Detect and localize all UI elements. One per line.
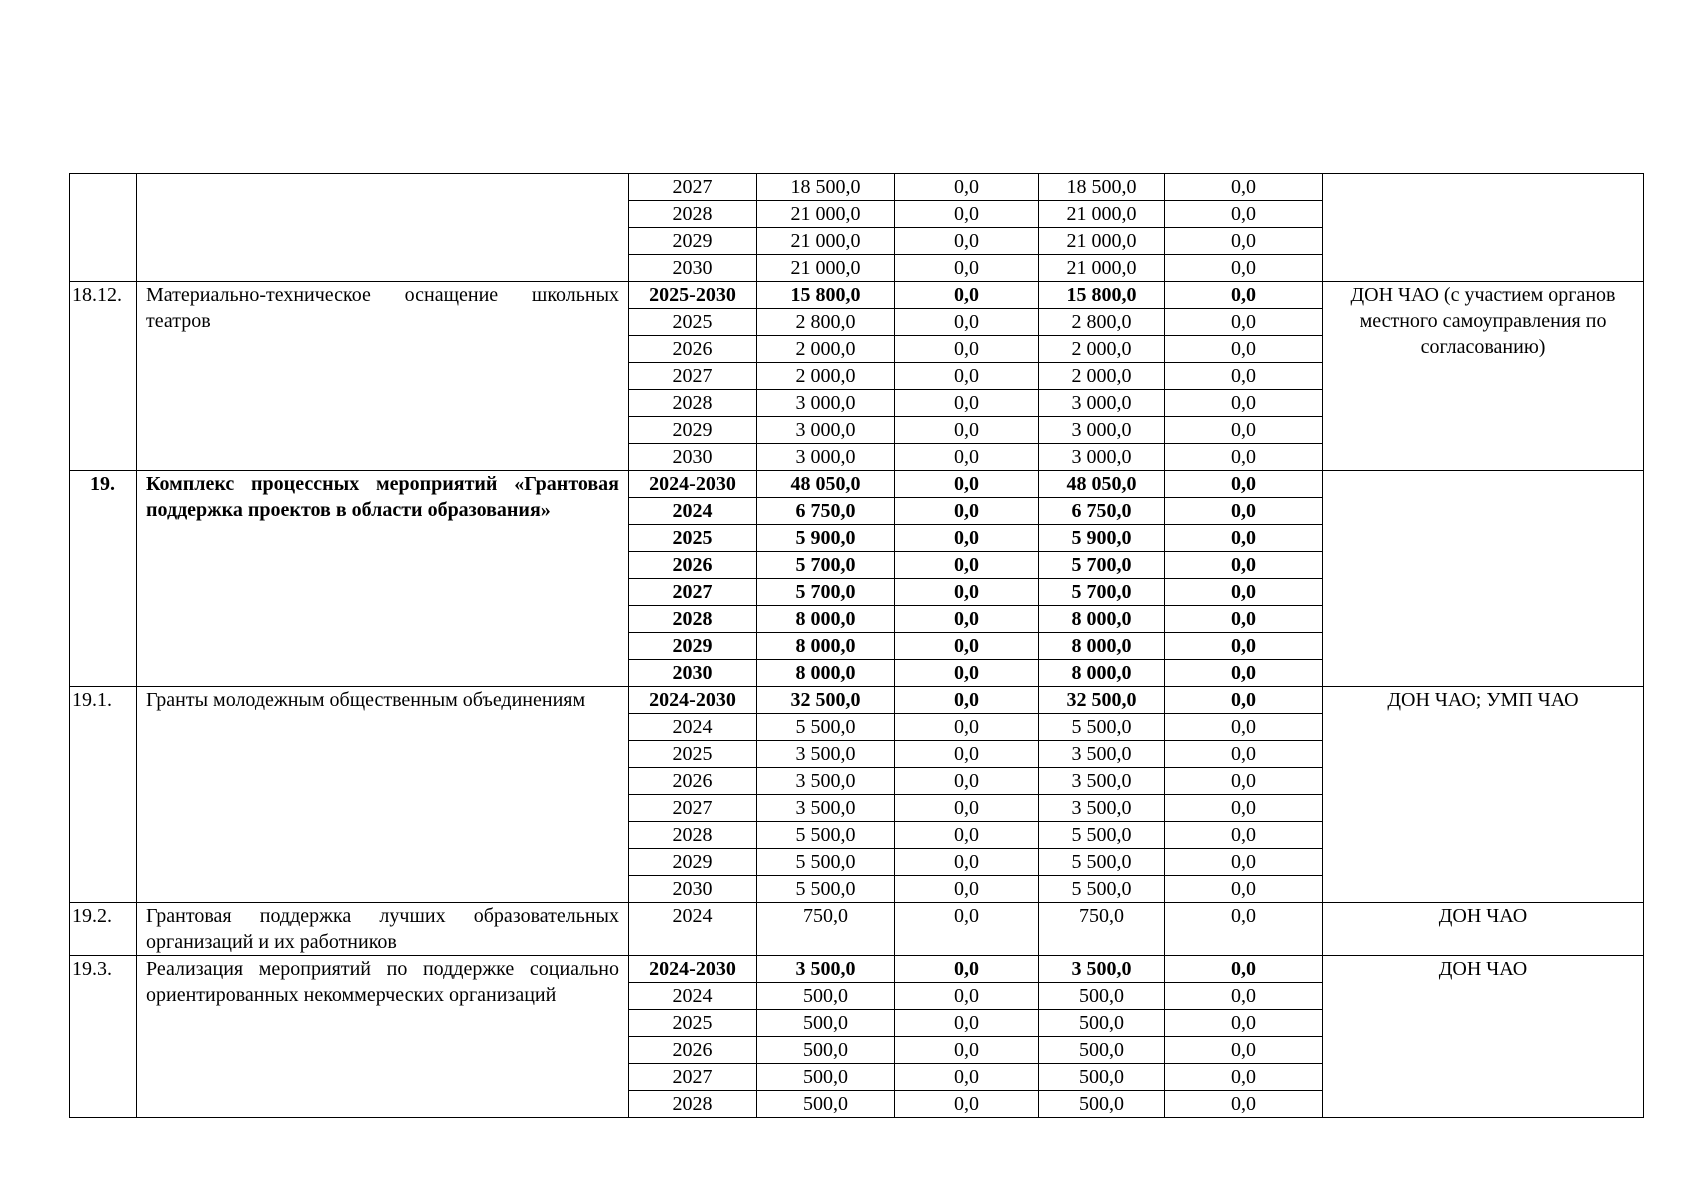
year-cell: 2030 <box>629 444 757 471</box>
total-cell: 5 500,0 <box>757 849 895 876</box>
federal-cell: 0,0 <box>895 849 1039 876</box>
total-cell: 500,0 <box>757 1010 895 1037</box>
year-cell: 2028 <box>629 201 757 228</box>
regional-cell: 8 000,0 <box>1039 633 1165 660</box>
other-cell: 0,0 <box>1165 741 1323 768</box>
item-name-text: Комплекс процессных мероприятий «Грантовая поддержка проектов в области образования» <box>146 473 619 521</box>
item-number-cell <box>70 174 137 282</box>
other-cell: 0,0 <box>1165 1091 1323 1118</box>
total-cell: 3 000,0 <box>757 390 895 417</box>
other-cell: 0,0 <box>1165 714 1323 741</box>
item-name-cell <box>137 903 629 956</box>
other-cell: 0,0 <box>1165 822 1323 849</box>
total-cell: 3 000,0 <box>757 444 895 471</box>
year-cell: 2026 <box>629 336 757 363</box>
year-cell: 2027 <box>629 1064 757 1091</box>
other-cell: 0,0 <box>1165 201 1323 228</box>
federal-cell: 0,0 <box>895 795 1039 822</box>
year-cell: 2024 <box>629 903 757 956</box>
other-cell: 0,0 <box>1165 1064 1323 1091</box>
total-cell: 3 000,0 <box>757 417 895 444</box>
item-name-text: Материально-техническое оснащение школьных театров <box>146 284 619 332</box>
regional-cell: 500,0 <box>1039 1037 1165 1064</box>
item-number-cell: 18.12. <box>70 282 137 471</box>
year-cell: 2024 <box>629 983 757 1010</box>
item-number-cell: 19.1. <box>70 687 137 903</box>
federal-cell: 0,0 <box>895 687 1039 714</box>
federal-cell: 0,0 <box>895 1064 1039 1091</box>
executor-cell: ДОН ЧАО; УМП ЧАО <box>1323 687 1644 903</box>
regional-cell: 48 050,0 <box>1039 471 1165 498</box>
regional-cell: 21 000,0 <box>1039 255 1165 282</box>
total-cell: 18 500,0 <box>757 174 895 201</box>
federal-cell: 0,0 <box>895 201 1039 228</box>
executor-cell: ДОН ЧАО <box>1323 903 1644 956</box>
item-name-text: Грантовая поддержка лучших образовательных организаций и их работников <box>146 905 619 953</box>
year-cell: 2027 <box>629 795 757 822</box>
year-cell: 2025 <box>629 1010 757 1037</box>
total-cell: 500,0 <box>757 1037 895 1064</box>
regional-cell: 32 500,0 <box>1039 687 1165 714</box>
item-number-cell: 19. <box>70 471 137 687</box>
item-name-cell <box>137 282 629 471</box>
federal-cell: 0,0 <box>895 336 1039 363</box>
other-cell: 0,0 <box>1165 282 1323 309</box>
other-cell: 0,0 <box>1165 498 1323 525</box>
total-cell: 8 000,0 <box>757 633 895 660</box>
year-cell: 2027 <box>629 363 757 390</box>
table-row <box>70 903 1644 956</box>
total-cell: 500,0 <box>757 1091 895 1118</box>
total-cell: 15 800,0 <box>757 282 895 309</box>
total-cell: 750,0 <box>757 903 895 956</box>
item-name-text: Гранты молодежным общественным объединениям <box>146 689 586 711</box>
year-cell: 2029 <box>629 417 757 444</box>
other-cell: 0,0 <box>1165 309 1323 336</box>
total-cell: 32 500,0 <box>757 687 895 714</box>
year-cell: 2028 <box>629 606 757 633</box>
federal-cell: 0,0 <box>895 579 1039 606</box>
total-cell: 5 900,0 <box>757 525 895 552</box>
total-cell: 2 000,0 <box>757 336 895 363</box>
federal-cell: 0,0 <box>895 363 1039 390</box>
table-row <box>70 471 1644 498</box>
executor-cell <box>1323 174 1644 282</box>
other-cell: 0,0 <box>1165 849 1323 876</box>
federal-cell: 0,0 <box>895 1010 1039 1037</box>
regional-cell: 500,0 <box>1039 983 1165 1010</box>
other-cell: 0,0 <box>1165 633 1323 660</box>
other-cell: 0,0 <box>1165 903 1323 956</box>
year-cell: 2026 <box>629 1037 757 1064</box>
federal-cell: 0,0 <box>895 390 1039 417</box>
total-cell: 3 500,0 <box>757 768 895 795</box>
year-cell: 2028 <box>629 1091 757 1118</box>
table-row <box>70 282 1644 309</box>
item-name-text: Реализация мероприятий по поддержке социально ориентированных некоммерческих организаций <box>146 958 619 1006</box>
other-cell: 0,0 <box>1165 390 1323 417</box>
federal-cell: 0,0 <box>895 255 1039 282</box>
year-cell: 2025 <box>629 309 757 336</box>
regional-cell: 5 500,0 <box>1039 714 1165 741</box>
year-cell: 2025 <box>629 741 757 768</box>
other-cell: 0,0 <box>1165 795 1323 822</box>
federal-cell: 0,0 <box>895 444 1039 471</box>
regional-cell: 3 500,0 <box>1039 956 1165 983</box>
regional-cell: 5 500,0 <box>1039 876 1165 903</box>
regional-cell: 500,0 <box>1039 1010 1165 1037</box>
federal-cell: 0,0 <box>895 741 1039 768</box>
federal-cell: 0,0 <box>895 309 1039 336</box>
federal-cell: 0,0 <box>895 1091 1039 1118</box>
regional-cell: 500,0 <box>1039 1091 1165 1118</box>
year-cell: 2030 <box>629 255 757 282</box>
regional-cell: 5 500,0 <box>1039 849 1165 876</box>
total-cell: 500,0 <box>757 1064 895 1091</box>
total-cell: 3 500,0 <box>757 795 895 822</box>
item-name-cell <box>137 687 629 903</box>
other-cell: 0,0 <box>1165 687 1323 714</box>
year-cell: 2026 <box>629 768 757 795</box>
regional-cell: 5 700,0 <box>1039 579 1165 606</box>
year-cell: 2024 <box>629 498 757 525</box>
federal-cell: 0,0 <box>895 876 1039 903</box>
other-cell: 0,0 <box>1165 768 1323 795</box>
regional-cell: 2 800,0 <box>1039 309 1165 336</box>
other-cell: 0,0 <box>1165 1010 1323 1037</box>
year-cell: 2030 <box>629 876 757 903</box>
regional-cell: 8 000,0 <box>1039 606 1165 633</box>
regional-cell: 2 000,0 <box>1039 336 1165 363</box>
federal-cell: 0,0 <box>895 660 1039 687</box>
table-row <box>70 956 1644 983</box>
table-row <box>70 174 1644 201</box>
regional-cell: 750,0 <box>1039 903 1165 956</box>
regional-cell: 6 750,0 <box>1039 498 1165 525</box>
executor-cell: ДОН ЧАО (с участием органов местного самоуправления по согласованию) <box>1323 282 1644 471</box>
year-cell: 2029 <box>629 228 757 255</box>
year-cell: 2028 <box>629 390 757 417</box>
total-cell: 5 700,0 <box>757 579 895 606</box>
item-name-cell <box>137 471 629 687</box>
other-cell: 0,0 <box>1165 1037 1323 1064</box>
table-body <box>70 174 1644 1118</box>
other-cell: 0,0 <box>1165 417 1323 444</box>
item-name-cell <box>137 174 629 282</box>
regional-cell: 3 000,0 <box>1039 417 1165 444</box>
other-cell: 0,0 <box>1165 255 1323 282</box>
other-cell: 0,0 <box>1165 336 1323 363</box>
year-cell: 2026 <box>629 552 757 579</box>
year-cell: 2029 <box>629 849 757 876</box>
federal-cell: 0,0 <box>895 174 1039 201</box>
regional-cell: 18 500,0 <box>1039 174 1165 201</box>
other-cell: 0,0 <box>1165 660 1323 687</box>
year-cell: 2024-2030 <box>629 471 757 498</box>
item-number-cell: 19.3. <box>70 956 137 1118</box>
regional-cell: 3 500,0 <box>1039 768 1165 795</box>
federal-cell: 0,0 <box>895 633 1039 660</box>
regional-cell: 8 000,0 <box>1039 660 1165 687</box>
executor-cell: ДОН ЧАО <box>1323 956 1644 1118</box>
year-cell: 2025 <box>629 525 757 552</box>
other-cell: 0,0 <box>1165 983 1323 1010</box>
total-cell: 2 800,0 <box>757 309 895 336</box>
federal-cell: 0,0 <box>895 768 1039 795</box>
table-row <box>70 687 1644 714</box>
federal-cell: 0,0 <box>895 956 1039 983</box>
budget-table <box>69 173 1644 1118</box>
item-name-cell <box>137 956 629 1118</box>
federal-cell: 0,0 <box>895 1037 1039 1064</box>
total-cell: 8 000,0 <box>757 606 895 633</box>
other-cell: 0,0 <box>1165 876 1323 903</box>
total-cell: 48 050,0 <box>757 471 895 498</box>
federal-cell: 0,0 <box>895 822 1039 849</box>
year-cell: 2024-2030 <box>629 687 757 714</box>
total-cell: 5 700,0 <box>757 552 895 579</box>
regional-cell: 21 000,0 <box>1039 201 1165 228</box>
item-number-cell: 19.2. <box>70 903 137 956</box>
regional-cell: 3 500,0 <box>1039 795 1165 822</box>
federal-cell: 0,0 <box>895 471 1039 498</box>
year-cell: 2028 <box>629 822 757 849</box>
total-cell: 5 500,0 <box>757 822 895 849</box>
year-cell: 2027 <box>629 579 757 606</box>
regional-cell: 5 500,0 <box>1039 822 1165 849</box>
other-cell: 0,0 <box>1165 228 1323 255</box>
other-cell: 0,0 <box>1165 552 1323 579</box>
total-cell: 6 750,0 <box>757 498 895 525</box>
regional-cell: 3 500,0 <box>1039 741 1165 768</box>
year-cell: 2030 <box>629 660 757 687</box>
regional-cell: 3 000,0 <box>1039 390 1165 417</box>
federal-cell: 0,0 <box>895 228 1039 255</box>
other-cell: 0,0 <box>1165 579 1323 606</box>
other-cell: 0,0 <box>1165 444 1323 471</box>
regional-cell: 21 000,0 <box>1039 228 1165 255</box>
other-cell: 0,0 <box>1165 363 1323 390</box>
year-cell: 2024-2030 <box>629 956 757 983</box>
year-cell: 2027 <box>629 174 757 201</box>
year-cell: 2024 <box>629 714 757 741</box>
total-cell: 21 000,0 <box>757 201 895 228</box>
total-cell: 21 000,0 <box>757 255 895 282</box>
executor-cell <box>1323 471 1644 687</box>
year-cell: 2025-2030 <box>629 282 757 309</box>
regional-cell: 2 000,0 <box>1039 363 1165 390</box>
total-cell: 3 500,0 <box>757 741 895 768</box>
total-cell: 2 000,0 <box>757 363 895 390</box>
total-cell: 8 000,0 <box>757 660 895 687</box>
total-cell: 3 500,0 <box>757 956 895 983</box>
other-cell: 0,0 <box>1165 471 1323 498</box>
total-cell: 21 000,0 <box>757 228 895 255</box>
federal-cell: 0,0 <box>895 525 1039 552</box>
federal-cell: 0,0 <box>895 606 1039 633</box>
federal-cell: 0,0 <box>895 498 1039 525</box>
regional-cell: 3 000,0 <box>1039 444 1165 471</box>
regional-cell: 5 700,0 <box>1039 552 1165 579</box>
other-cell: 0,0 <box>1165 606 1323 633</box>
other-cell: 0,0 <box>1165 956 1323 983</box>
federal-cell: 0,0 <box>895 903 1039 956</box>
federal-cell: 0,0 <box>895 983 1039 1010</box>
federal-cell: 0,0 <box>895 282 1039 309</box>
other-cell: 0,0 <box>1165 525 1323 552</box>
total-cell: 500,0 <box>757 983 895 1010</box>
regional-cell: 500,0 <box>1039 1064 1165 1091</box>
federal-cell: 0,0 <box>895 552 1039 579</box>
federal-cell: 0,0 <box>895 417 1039 444</box>
regional-cell: 5 900,0 <box>1039 525 1165 552</box>
total-cell: 5 500,0 <box>757 714 895 741</box>
regional-cell: 15 800,0 <box>1039 282 1165 309</box>
year-cell: 2029 <box>629 633 757 660</box>
federal-cell: 0,0 <box>895 714 1039 741</box>
other-cell: 0,0 <box>1165 174 1323 201</box>
total-cell: 5 500,0 <box>757 876 895 903</box>
